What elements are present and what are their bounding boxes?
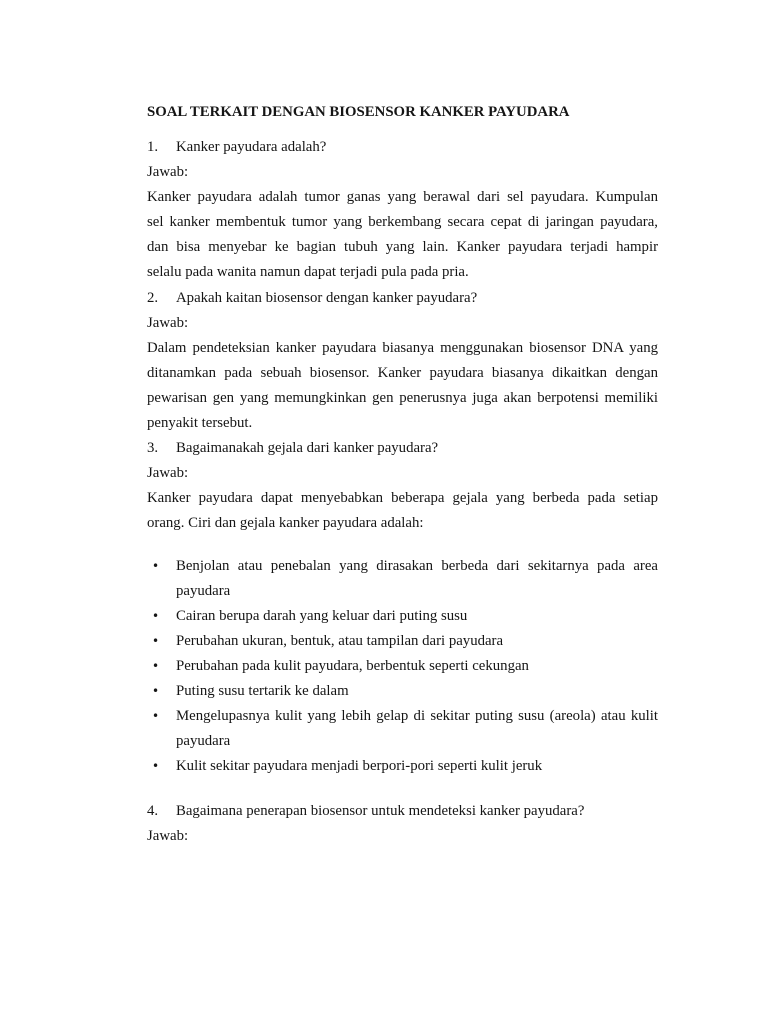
list-item (147, 704, 658, 754)
list-item (147, 654, 658, 679)
question-text: Bagaimana penerapan biosensor untuk mendeteksi kanker payudara? (176, 803, 585, 820)
question-4 (147, 799, 658, 824)
question-number: 4. (147, 803, 159, 820)
document-body (147, 100, 658, 850)
list-item-line: payudara (176, 733, 231, 750)
bullet-icon: • (152, 658, 160, 673)
answer-label: Jawab: (147, 465, 189, 482)
answer-line: Dalam pendeteksian kanker payudara biasanya menggunakan biosensor DNA yang (147, 339, 658, 356)
list-item (147, 679, 658, 704)
symptom-list (147, 554, 658, 780)
bullet-icon: • (152, 709, 160, 724)
question-number: 3. (147, 440, 159, 457)
answer-label: Jawab: (147, 828, 189, 845)
list-item (147, 629, 658, 654)
bullet-icon: • (152, 558, 160, 573)
bullet-icon: • (152, 608, 160, 623)
list-item (147, 604, 658, 629)
bullet-icon: • (152, 683, 160, 698)
bullet-icon: • (152, 759, 160, 774)
list-item-line: Cairan berupa darah yang keluar dari puting susu (176, 607, 468, 624)
answer-line: sel kanker membentuk tumor yang berkembang secara cepat di jaringan payudara, (147, 214, 658, 231)
answer-line: dan bisa menyebar ke bagian tubuh yang lain. Kanker payudara terjadi hampir (147, 239, 658, 256)
answer-line: selalu pada wanita namun dapat terjadi pula pada pria. (147, 264, 469, 281)
list-item-line: Mengelupasnya kulit yang lebih gelap di sekitar puting susu (areola) atau kulit (176, 708, 658, 725)
answer-line: pewarisan gen yang memungkinkan gen penerusnya juga akan berpotensi memiliki (147, 389, 658, 406)
answer-line: Kanker payudara adalah tumor ganas yang berawal dari sel payudara. Kumpulan (147, 189, 658, 206)
list-item (147, 554, 658, 604)
question-3 (147, 436, 658, 461)
answer-line: penyakit tersebut. (147, 415, 253, 432)
question-number: 2. (147, 289, 159, 306)
answer-line: ditanamkan pada sebuah biosensor. Kanker payudara biasanya dikaitkan dengan (147, 364, 658, 381)
answer-line: orang. Ciri dan gejala kanker payudara adalah: (147, 515, 424, 532)
question-number: 1. (147, 139, 159, 155)
list-item-line: Benjolan atau penebalan yang dirasakan berbeda dari sekitarnya pada area (176, 557, 658, 574)
list-item-line: Perubahan ukuran, bentuk, atau tampilan dari payudara (176, 632, 504, 649)
question-text: Apakah kaitan biosensor dengan kanker payudara? (176, 289, 478, 306)
question-text: Kanker payudara adalah? (176, 139, 327, 155)
answer-line: Kanker payudara dapat menyebabkan beberapa gejala yang berbeda pada setiap (147, 490, 658, 507)
question-1 (147, 135, 658, 160)
bullet-icon: • (152, 633, 160, 648)
answer-label: Jawab: (147, 314, 189, 331)
question-2 (147, 286, 658, 311)
list-item-line: Kulit sekitar payudara menjadi berpori-pori seperti kulit jeruk (176, 758, 543, 775)
question-text: Bagaimanakah gejala dari kanker payudara? (176, 440, 439, 457)
list-item-line: payudara (176, 582, 231, 599)
list-item-line: Puting susu tertarik ke dalam (176, 682, 349, 699)
list-item-line: Perubahan pada kulit payudara, berbentuk seperti cekungan (176, 657, 529, 674)
list-item (147, 754, 658, 779)
document-title: SOAL TERKAIT DENGAN BIOSENSOR KANKER PAYUDARA (147, 104, 570, 120)
answer-label: Jawab: (147, 164, 189, 181)
